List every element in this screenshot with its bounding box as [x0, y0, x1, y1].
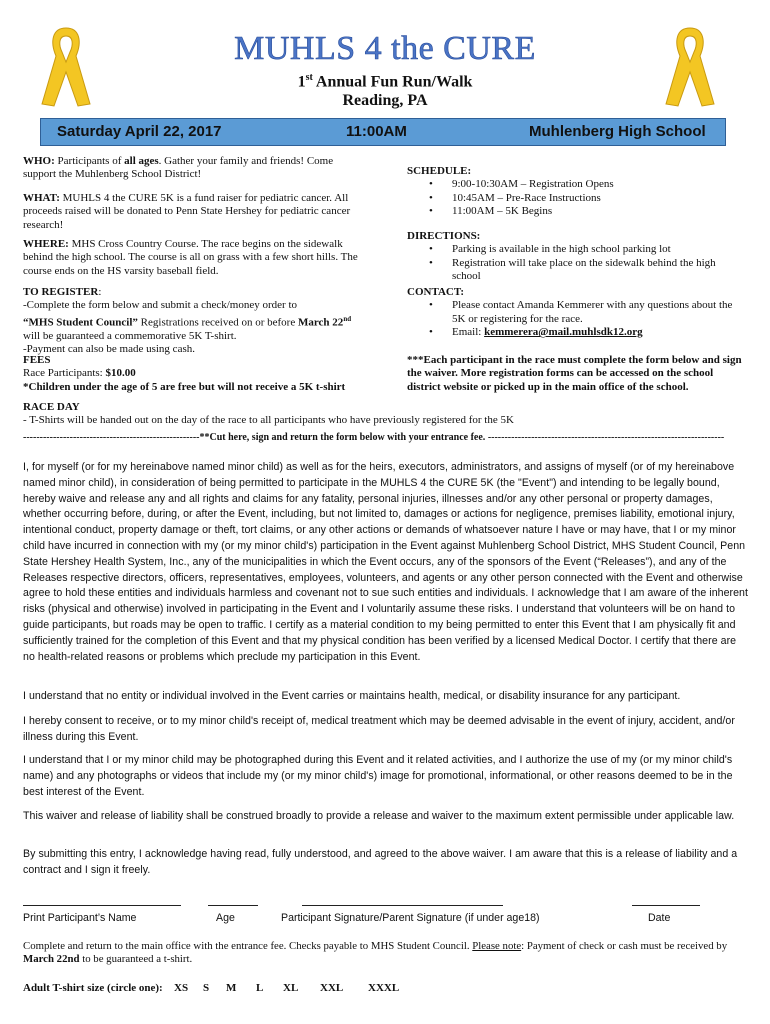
fees-section: FEES Race Participants: $10.00 *Children under the age of 5 are free but will not receive a 5K t-shirt — [23, 354, 346, 393]
event-location: Reading, PA — [342, 92, 428, 109]
footer-instructions: Complete and return to the main office with the entrance fee. Checks payable to MHS Student Council. Please note: Payment of check or cash must be received by March 22nd to be guaranteed a t-shirt. — [23, 940, 728, 966]
contact-section: CONTACT: • Please contact Amanda Kemmerer with any questions about the 5K or registering for the race. • Email: kemmerera@mail.muhlsdk12.org — [407, 286, 747, 340]
participant-name-label: Print Participant’s Name — [23, 912, 137, 924]
size-option-xl[interactable]: XL — [283, 982, 299, 994]
contact-item: • Please contact Amanda Kemmerer with any questions about the 5K or registering for the race. — [407, 299, 747, 326]
signature-field[interactable] — [302, 905, 503, 906]
race-day-section: RACE DAY - T-Shirts will be handed out on the day of the race to all participants who have previously registered for the 5K — [23, 401, 514, 427]
age-label: Age — [216, 912, 235, 924]
schedule-item: • 10:45AM – Pre-Race Instructions — [407, 192, 747, 205]
size-option-xs[interactable]: XS — [174, 982, 189, 994]
size-option-xxxl[interactable]: XXXL — [368, 982, 400, 994]
notice-text: ***Each participant in the race must complete the form below and sign the waiver. More registration forms can be accessed on the school district website or picked up in the main office of the school. — [407, 354, 742, 393]
participant-name-field[interactable] — [23, 905, 181, 906]
waiver-paragraph-1: I, for myself (or for my hereinabove named minor child) as well as for the heirs, executors, administrators, and assigns of myself (or of my hereinabove named minor child), in consideration of being permitted to participate in the MUHLS 4 the CURE 5K (the "Event") and intending to be legally bound, hereby waive and release any and all rights and claims for any fatality, personal injuries, illnesses and/or any other personal or property damages, whether occurring before, during, or after the Event, including, but not limited to, damages or actions for negligence, premises liability, emotional injury, intentional conduct, property damage or theft, tort claims, or any other actions or demands of whatsoever nature I have or may have, that I or my minor child have incurred in connection with my (or my minor child's) participation in the Event against Muhlenberg School District, MHS Student Council, Penn State Hershey Health System, Inc., any of the municipalities in which the Event occurs, any of the sponsors of the Event (“Releases”), and any of the Releases respective directors, officers, representatives, employees, volunteers, and agents or any other person connected with the Event and otherwise agree to hold these entities and individuals harmless and covenant not to sue such entities and individuals. I acknowledge that I am aware of the inherent risks (physical and otherwise) involved in participating in the Event and I voluntarily assume these risks. I understand that volunteers will be on hand to guide participants, but roads may be open to traffic. I certify as a material condition to my being permitted to enter this Event that I am physically fit and sufficiently trained for the completion of this Event and that my physical condition has been verified by a licensed Medical Doctor. I certify that there are no health-related reasons or problems which preclude my participation in this Event. — [23, 461, 748, 663]
waiver-paragraph-2: I understand that no entity or individual involved in the Event carries or maintains health, medical, or disability insurance for any participant. — [23, 690, 681, 702]
directions-section: DIRECTIONS: • Parking is available in the high school parking lot • Registration will take place on the sidewalk behind the high school — [407, 230, 747, 284]
event-subtitle: 1st Annual Fun Run/Walk — [297, 72, 473, 91]
contact-email-link[interactable]: kemmerera@mail.muhlsdk12.org — [484, 326, 643, 339]
size-option-xxl[interactable]: XXL — [320, 982, 344, 994]
cut-line: -----------------------------------------------------**Cut here, sign and return the form below with your entrance fee. ----------------------------------------------------------------------- — [23, 432, 725, 443]
event-banner — [40, 118, 726, 146]
waiver-paragraph-6: By submitting this entry, I acknowledge having read, fully understood, and agreed to the above waiver. I am aware that this is a release of liability and a contract and I sign it freely. — [23, 848, 738, 876]
what-section: WHAT: MUHLS 4 the CURE 5K is a fund raiser for pediatric cancer. All proceeds raised will be donated to Penn State Hershey for pediatric cancer research! — [23, 192, 351, 231]
schedule-section: SCHEDULE: • 9:00-10:30AM – Registration Opens • 10:45AM – Pre-Race Instructions • 11:00AM – 5K Begins — [407, 165, 747, 219]
date-field[interactable] — [632, 905, 700, 906]
size-option-m[interactable]: M — [226, 982, 237, 994]
tshirt-size-label: Adult T-shirt size (circle one): — [23, 982, 163, 994]
date-label: Date — [648, 912, 671, 924]
who-section: WHO: Participants of all ages. Gather your family and friends! Come support the Muhlenberg School District! — [23, 155, 334, 181]
signature-label: Participant Signature/Parent Signature (if under age18) — [281, 912, 540, 924]
waiver-paragraph-3: I hereby consent to receive, or to my minor child's receipt of, medical treatment which may be deemed advisable in the event of injury, accident, and/or illness during this Event. — [23, 715, 735, 743]
tshirt-size-row — [23, 982, 749, 995]
schedule-item: • 9:00-10:30AM – Registration Opens — [407, 178, 747, 191]
page-title: MUHLS 4 the CURE — [234, 30, 536, 67]
banner-date: Saturday April 22, 2017 — [57, 123, 222, 140]
directions-item: • Parking is available in the high school parking lot — [407, 243, 747, 256]
schedule-item: • 11:00AM – 5K Begins — [407, 205, 747, 218]
contact-email-item: • Email: kemmerera@mail.muhlsdk12.org — [407, 326, 747, 339]
directions-item: • Registration will take place on the sidewalk behind the high school — [407, 257, 747, 284]
waiver-paragraph-4: I understand that I or my minor child may be photographed during this Event and it related activities, and I authorize the use of my (or my minor child's name) and any photographs or videos that include my (or my minor child's) image for promotional, informational, or other reasons deemed to be in the best interest of the Event. — [23, 754, 733, 798]
size-option-s[interactable]: S — [203, 982, 210, 994]
banner-venue: Muhlenberg High School — [529, 123, 706, 140]
size-option-l[interactable]: L — [256, 982, 264, 994]
waiver-paragraph-5: This waiver and release of liability shall be construed broadly to provide a release and waiver to the maximum extent permissible under applicable law. — [23, 810, 735, 822]
where-section: WHERE: MHS Cross Country Course. The race begins on the sidewalk behind the high school. The course is all on grass with a few short hills. The course ends on the HS varsity baseball field. — [23, 238, 358, 277]
age-field[interactable] — [208, 905, 258, 906]
banner-time: 11:00AM — [346, 123, 407, 140]
register-section: TO REGISTER: -Complete the form below and submit a check/money order to “MHS Student Council” Registrations received on or before March 22nd will be guaranteed a commemorative 5K T-shirt. -Payment can also be made using cash. — [23, 286, 352, 356]
